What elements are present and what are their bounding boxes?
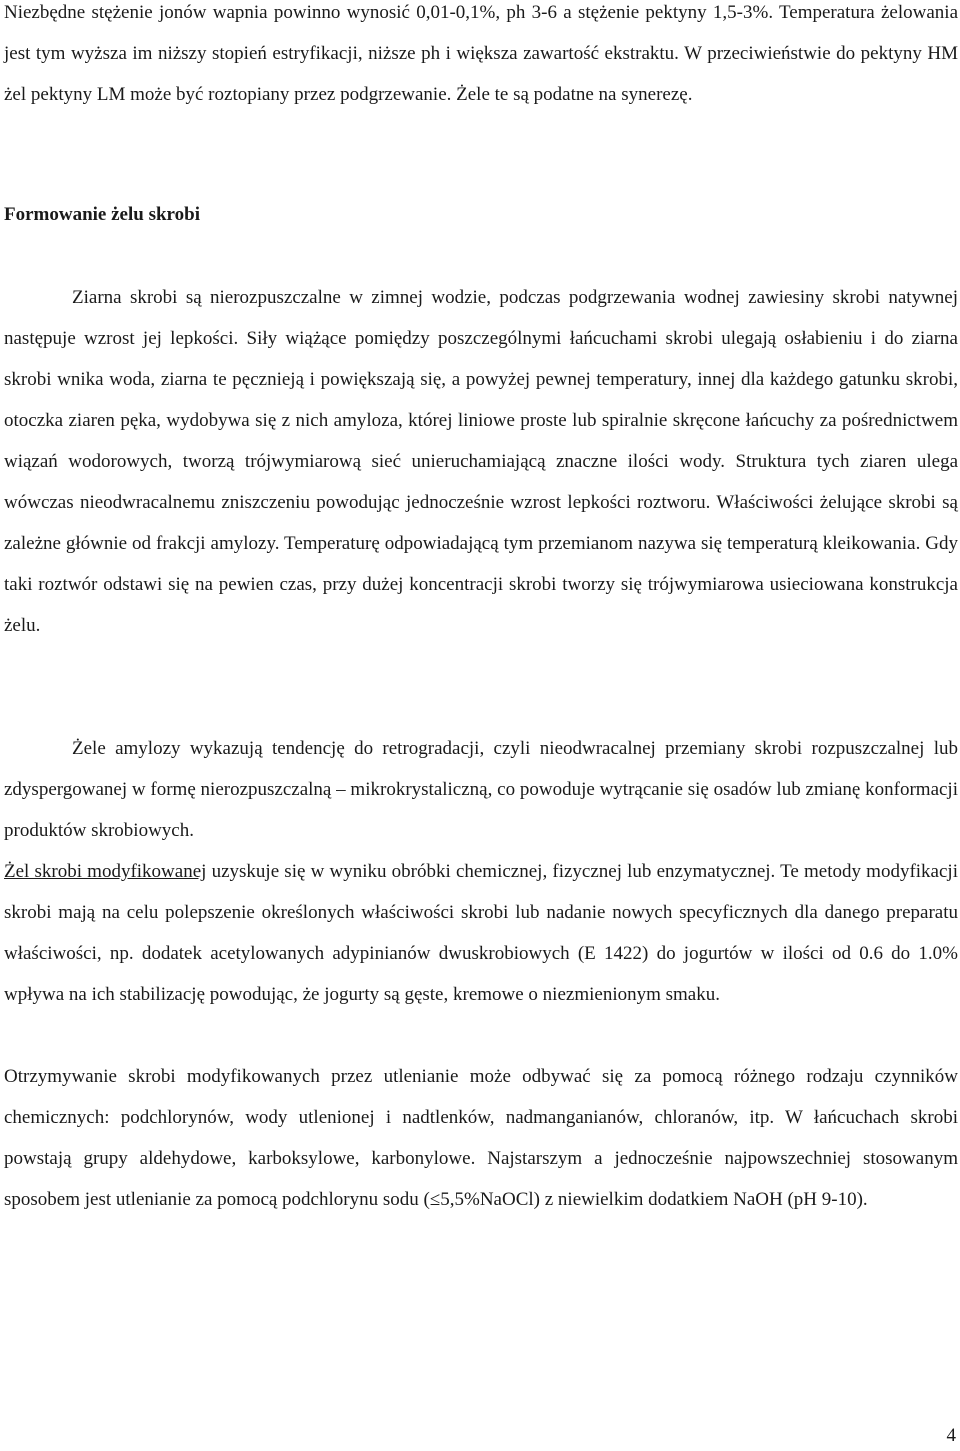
amylose-gel-paragraph: Żele amylozy wykazują tendencję do retrogradacji, czyli nieodwracalnej przemiany skrobi rozpuszczalnej lub zdyspergowanej w formę nierozpuszczalną – mikrokrystaliczną, co powoduje wytrącanie się osadów lub zmianę konformacji produktów skrobiowych. [4, 738, 958, 841]
oxidation-paragraph: Otrzymywanie skrobi modyfikowanych przez utlenianie może odbywać się za pomocą różnego rodzaju czynników chemicznych: podchlorynów, wody utlenionej i nadtlenków, nadmanganianów, chloranów, itp. W łańcuchach skrobi powstają grupy aldehydowe, karboksylowe, karbonylowe. Najstarszym a jednocześnie najpowszechniej stosowanym sposobem jest utlenianie za pomocą podchlorynu sodu (≤5,5%NaOCl) z niewielkim dodatkiem NaOH (pH 9-10). [4, 1066, 958, 1210]
intro-paragraph: Niezbędne stężenie jonów wapnia powinno wynosić 0,01-0,1%, ph 3-6 a stężenie pektyny 1,5-3%. Temperatura żelowania jest tym wyższa im niższy stopień estryfikacji, niższe ph i większa zawartość ekstraktu. W przeciwieństwie do pektyny HM żel pektyny LM może być roztopiany przez podgrzewanie. Żele te są podatne na synerezę. [4, 2, 958, 105]
modified-starch-term: Żel skrobi modyfikowanej [4, 861, 207, 882]
modified-starch-text: uzyskuje się w wyniku obróbki chemicznej, fizycznej lub enzymatycznej. Te metody modyfikacji skrobi mają na celu polepszenie określonych właściwości skrobi lub nadanie nowych specyficznych dla danego preparatu właściwości, np. dodatek acetylowanych adypinianów dwuskrobiowych (E 1422) do jogurtów w ilości od 0.6 do 1.0% wpływa na ich stabilizację powodując, że jogurty są gęste, kremowe o niezmienionym smaku. [4, 861, 958, 1005]
starch-gel-paragraph: Ziarna skrobi są nierozpuszczalne w zimnej wodzie, podczas podgrzewania wodnej zawiesiny skrobi natywnej następuje wzrost jej lepkości. Siły wiążące pomiędzy poszczególnymi łańcuchami skrobi ulegają osłabieniu i do ziarna skrobi wnika woda, ziarna te pęcznieją i powiększają się, a powyżej pewnej temperatury, innej dla każdego gatunku skrobi, otoczka ziaren pęka, wydobywa się z nich amyloza, której liniowe proste lub spiralnie skręcone łańcuchy za pośrednictwem wiązań wodorowych, tworzą trójwymiarową sieć unieruchamiającą znaczne ilości wody. Struktura tych ziaren ulega wówczas nieodwracalnemu zniszczeniu powodując jednocześnie wzrost lepkości roztworu. Właściwości żelujące skrobi są zależne głównie od frakcji amylozy. Temperaturę odpowiadającą tym przemianom nazywa się temperaturą kleikowania. Gdy taki roztwór odstawi się na pewien czas, przy dużej koncentracji skrobi tworzy się trójwymiarowa usieciowana konstrukcja żelu. [4, 287, 958, 636]
section-heading: Formowanie żelu skrobi [4, 204, 200, 225]
modified-starch-paragraph [4, 851, 958, 1015]
page-number: 4 [946, 1425, 956, 1446]
